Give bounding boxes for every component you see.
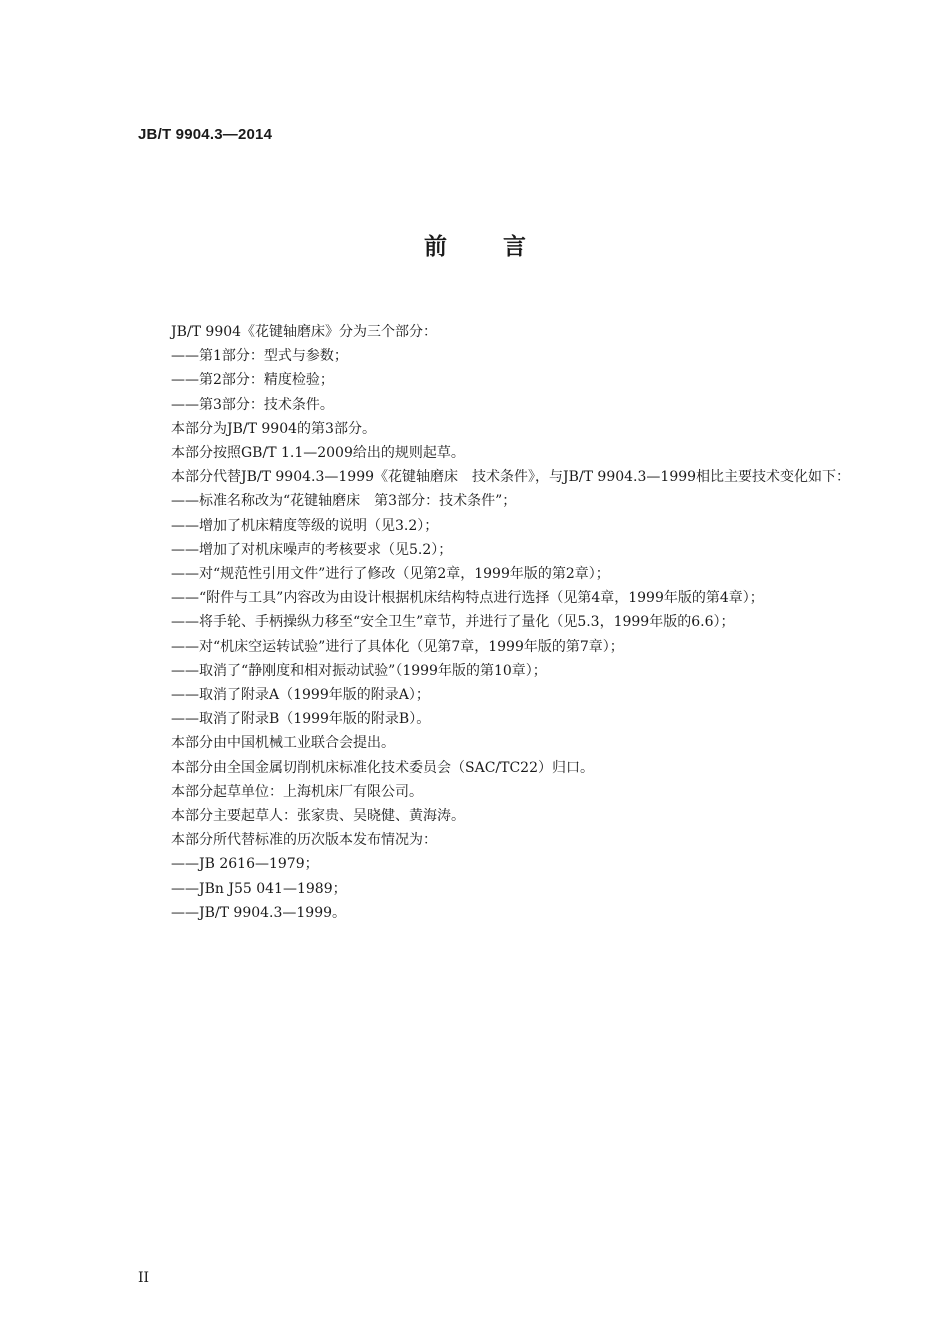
standard-code: JB/T 9904.3—2014: [138, 126, 273, 143]
paragraph: ——“附件与工具”内容改为由设计根据机床结构特点进行选择（见第4章，1999年版的第4章）；: [171, 590, 764, 607]
paragraph: ——取消了附录B（1999年版的附录B）。: [171, 711, 431, 728]
paragraph: 本部分代替JB/T 9904.3—1999《花键轴磨床 技术条件》，与JB/T 9904.3—1999相比主要技术变化如下：: [171, 469, 851, 486]
paragraph: ——标准名称改为“花键轴磨床 第3部分：技术条件”；: [171, 493, 517, 510]
paragraph: ——取消了“静刚度和相对振动试验”（1999年版的第10章）；: [171, 662, 547, 679]
paragraph: ——对“机床空运转试验”进行了具体化（见第7章，1999年版的第7章）；: [171, 638, 624, 655]
paragraph: 本部分起草单位：上海机床厂有限公司。: [171, 783, 423, 800]
paragraph: ——第3部分：技术条件。: [171, 396, 334, 413]
paragraph: 本部分由全国金属切削机床标准化技术委员会（SAC/TC22）归口。: [171, 759, 594, 776]
paragraph: ——JB/T 9904.3—1999。: [171, 904, 347, 921]
paragraph: 本部分为JB/T 9904的第3部分。: [171, 420, 376, 437]
paragraph: ——JB 2616—1979；: [171, 856, 319, 873]
page-title: 前言: [424, 234, 582, 260]
paragraph: ——取消了附录A（1999年版的附录A）；: [171, 687, 430, 704]
paragraph: ——增加了机床精度等级的说明（见3.2）；: [171, 517, 439, 534]
paragraph: ——增加了对机床噪声的考核要求（见5.2）；: [171, 541, 453, 558]
page-number: II: [138, 1270, 150, 1286]
paragraph: ——JBn J55 041—1989；: [171, 880, 347, 897]
paragraph: ——将手轮、手柄操纵力移至“安全卫生”章节，并进行了量化（见5.3，1999年版的6.6）；: [171, 614, 735, 631]
paragraph: ——对“规范性引用文件”进行了修改（见第2章，1999年版的第2章）；: [171, 566, 610, 583]
foreword-body: [138, 320, 883, 925]
paragraph: 本部分所代替标准的历次版本发布情况为：: [171, 832, 437, 849]
paragraph: ——第2部分：精度检验；: [171, 372, 334, 389]
paragraph: 本部分由中国机械工业联合会提出。: [171, 735, 395, 752]
paragraph: 本部分按照GB/T 1.1—2009给出的规则起草。: [171, 445, 465, 462]
paragraph: 本部分主要起草人：张家贵、吴晓健、黄海涛。: [171, 808, 465, 825]
paragraph: JB/T 9904《花键轴磨床》分为三个部分：: [171, 324, 438, 340]
paragraph: ——第1部分：型式与参数；: [171, 348, 348, 365]
